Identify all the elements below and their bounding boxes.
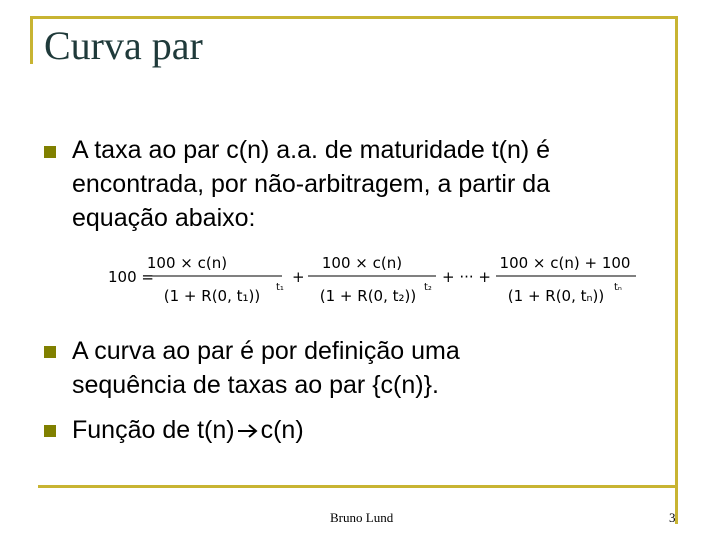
bullet-2-line-2: sequência de taxas ao par {c(n)}. bbox=[72, 371, 439, 399]
ellipsis-plus: + ··· + bbox=[442, 268, 491, 286]
bullet-3-line bbox=[72, 413, 304, 448]
footer-author: Bruno Lund bbox=[330, 510, 394, 525]
bullet-1-line-2: encontrada, por não-arbitragem, a partir da bbox=[72, 170, 551, 198]
term-n-exponent: tₙ bbox=[614, 282, 622, 293]
term-n-numerator: 100 × c(n) + 100 bbox=[499, 254, 631, 272]
term-2-denominator: (1 + R(0, t₂)) bbox=[319, 287, 417, 305]
equation-lhs: 100 = bbox=[108, 268, 154, 286]
bullet-marker bbox=[44, 146, 56, 158]
bullet-marker bbox=[44, 425, 56, 437]
slide-title: Curva par bbox=[44, 23, 203, 68]
term-2-exponent: t₂ bbox=[424, 282, 432, 293]
bullet-1-line-1: A taxa ao par c(n) a.a. de maturidade t(n) é bbox=[72, 136, 551, 164]
frame-top-rule bbox=[30, 16, 678, 19]
term-1-numerator: 100 × c(n) bbox=[146, 254, 228, 272]
frame-right-rule bbox=[675, 16, 678, 524]
bullet-2-line-1: A curva ao par é por definição uma bbox=[72, 337, 460, 365]
footer-rule bbox=[38, 485, 678, 488]
bullet-1-line-3: equação abaixo: bbox=[72, 204, 256, 232]
bullet-3-suffix: c(n) bbox=[260, 416, 304, 444]
bullet-3-prefix: Função de t(n) bbox=[72, 416, 235, 444]
frame-left-rule bbox=[30, 16, 33, 64]
par-yield-equation bbox=[100, 246, 645, 312]
right-arrow-icon bbox=[237, 414, 259, 448]
plus-sign: + bbox=[292, 268, 305, 286]
term-n-denominator: (1 + R(0, tₙ)) bbox=[507, 287, 605, 305]
term-1-denominator: (1 + R(0, t₁)) bbox=[163, 287, 261, 305]
page-number: 3 bbox=[669, 510, 676, 525]
term-2-numerator: 100 × c(n) bbox=[321, 254, 403, 272]
bullet-marker bbox=[44, 346, 56, 358]
term-1-exponent: t₁ bbox=[276, 282, 284, 293]
